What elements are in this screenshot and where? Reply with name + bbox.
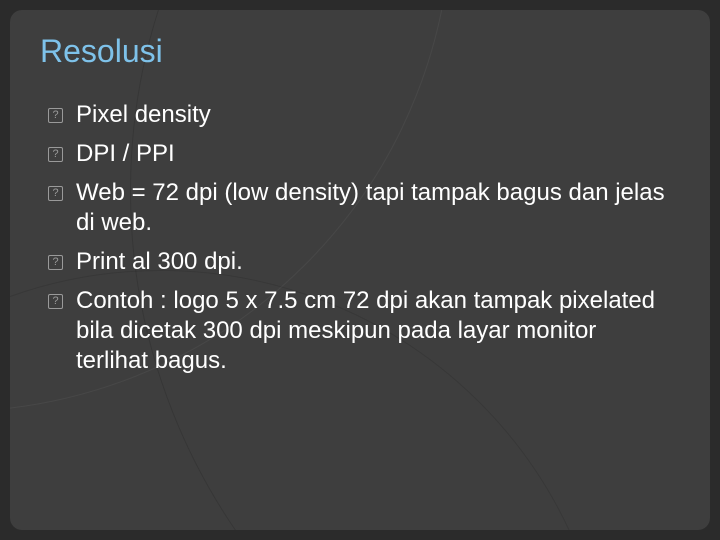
square-bullet-icon: ? [48,108,63,123]
square-bullet-icon: ? [48,294,63,309]
bullet-text: Contoh : logo 5 x 7.5 cm 72 dpi akan tampak pixelated bila dicetak 300 dpi meskipun pada layar monitor terlihat bagus. [76,287,656,374]
bullet-text: DPI / PPI [76,140,175,167]
slide-title: Resolusi [40,33,163,69]
bullet-text: Web = 72 dpi (low density) tapi tampak bagus dan jelas di web. [76,179,665,236]
bullet-item [48,247,668,277]
bullet-list [48,100,668,385]
square-bullet-icon: ? [48,186,63,201]
square-bullet-icon: ? [48,147,63,162]
bullet-item [48,178,668,238]
bullet-text: Print al 300 dpi. [76,248,243,275]
square-bullet-icon: ? [48,255,63,270]
bullet-item [48,100,668,130]
bullet-text: Pixel density [76,101,211,128]
bullet-item [48,286,668,376]
bullet-item [48,139,668,169]
